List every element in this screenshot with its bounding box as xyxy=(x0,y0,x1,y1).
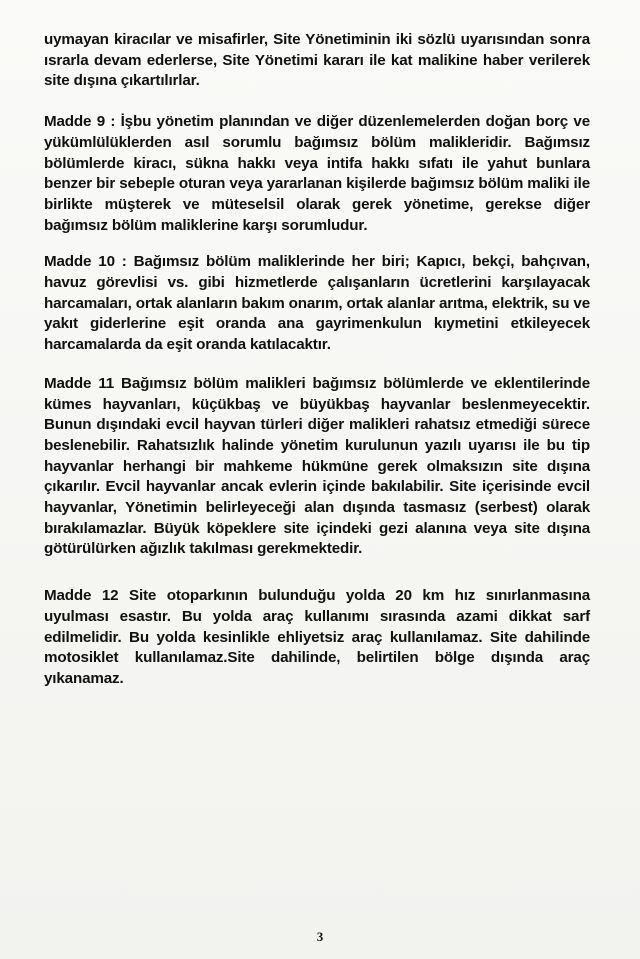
paragraph-madde-11: Madde 11 Bağımsız bölüm malikleri bağımsız bölümlerde ve eklentilerinde kümes hayvanları, küçükbaş ve büyükbaş hayvanlar beslenmeyecektir. Bunun dışındaki evcil hayvan türleri diğer malikleri rahatsız etmediği sürece beslenebilir. Rahatsızlık halinde yönetim kurulunun yazılı uyarısı ile bu tip hayvanlar herhangi bir mahkeme hükmüne gerek olmaksızın site dışına çıkarılır. Evcil hayvanlar ancak evlerin içinde bakılabilir. Site içerisinde evcil hayvanlar, Yönetimin belirleyeceği alan dışında tasmasız (serbest) olarak bırakılamazlar. Büyük köpeklere site içindeki gezi alanına veya site dışına götürülürken ağızlık takılması gerekmektedir. xyxy=(44,374,590,558)
document-page xyxy=(44,30,590,690)
paragraph-continuation: uymayan kiracılar ve misafirler, Site Yönetiminin iki sözlü uyarısından sonra ısrarla devam ederlerse, Site Yönetimi kararı ile kat malikine haber verilerek site dışına çıkartılırlar. xyxy=(44,31,590,90)
paragraph-madde-10: Madde 10 : Bağımsız bölüm maliklerinde her biri; Kapıcı, bekçi, bahçıvan, havuz görevlisi vs. gibi hizmetlerde çalışanların ücretlerini karşılayacak harcamaları, ortak alanların bakım onarım, ortak alanlar arıtma, elektrik, su ve yakıt giderlerine eşit oranda ana gayrimenkulun kıymetini etkileyecek harcamalarda da eşit oranda katılacaktır. xyxy=(44,253,590,354)
paragraph-madde-12: Madde 12 Site otoparkının bulunduğu yolda 20 km hız sınırlanmasına uyulması esastır. Bu yolda araç kullanımı sırasında azami dikkat sarf edilmelidir. Bu yolda kesinlikle ehliyetsiz araç kullanılamaz. Site dahilinde motosiklet kullanılamaz.Site dahilinde, belirtilen bölge dışında araç yıkanamaz. xyxy=(44,587,590,687)
page-number: 3 xyxy=(316,929,324,944)
paragraph-madde-9: Madde 9 : İşbu yönetim planından ve diğer düzenlemelerden doğan borç ve yükümlülüklerden asıl sorumlu bağımsız bölüm malikleridir. Bağımsız bölümlerde kiracı, sükna hakkı veya intifa hakkı sıfatı ile yahut bunlara benzer bir sebeple oturan veya yararlanan kişilerde bağımsız bölüm maliki ile birlikte müşterek ve müteselsil olarak gerek yönetime, gerekse diğer bağımsız bölüm maliklerine karşı sorumludur. xyxy=(44,113,590,234)
